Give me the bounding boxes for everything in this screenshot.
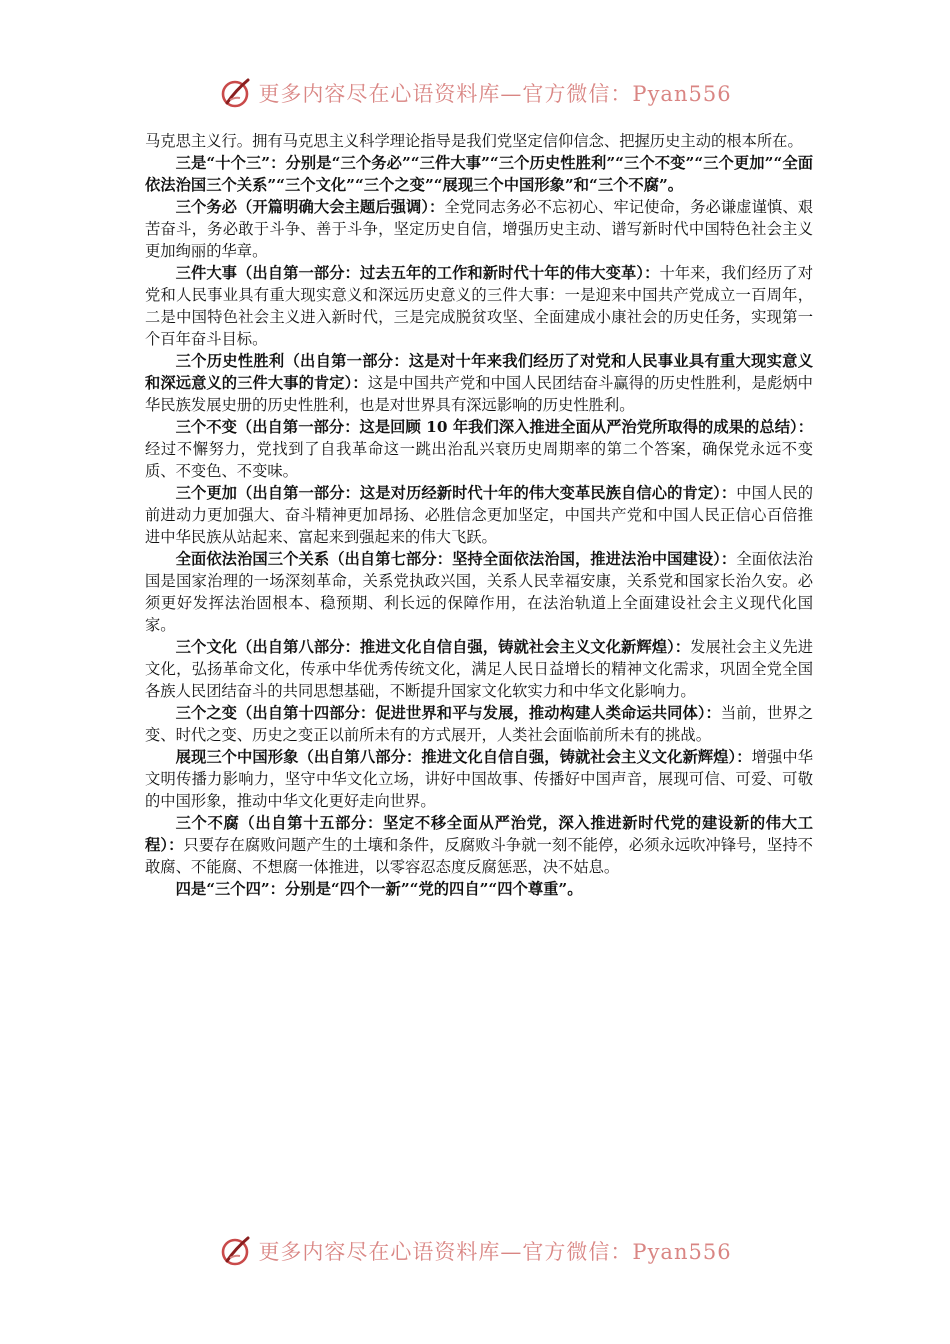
paragraph-12-head: 四是“三个四”：分别是“四个一新”“党的四自”“四个尊重”。 — [175, 880, 583, 898]
paragraph-3-head: 三件大事（出自第一部分：过去五年的工作和新时代十年的伟大变革）： — [175, 264, 660, 282]
header-watermark — [0, 68, 950, 118]
paragraph-6-head: 三个更加（出自第一部分：这是对历经新时代十年的伟大变革民族自信心的肯定）： — [175, 484, 737, 502]
paragraph-7-body: 全面依法治国是国家治理的一场深刻革命，关系党执政兴国，关系人民幸福安康，关系党和国家长治久安。必须更好发挥法治固根本、稳预期、利长远的保障作用，在法治轨道上全面建设社会主义现代化国家。 — [145, 550, 813, 634]
footer-watermark-text: 更多内容尽在心语资料库—官方微信：Pyan556 — [258, 1240, 732, 1264]
paragraph-12 — [145, 878, 813, 900]
paragraph-10 — [145, 746, 813, 812]
paragraph-9-body: 当前，世界之变、时代之变、历史之变正以前所未有的方式展开，人类社会面临前所未有的挑战。 — [145, 704, 813, 744]
header-watermark-text: 更多内容尽在心语资料库—官方微信：Pyan556 — [258, 82, 732, 106]
paragraph-5 — [145, 416, 813, 482]
brush-logo-icon — [218, 76, 252, 110]
paragraph-9-head: 三个之变（出自第十四部分：促进世界和平与发展，推动构建人类命运共同体）： — [175, 704, 721, 722]
paragraph-5-head: 三个不变（出自第一部分：这是回顾 10 年我们深入推进全面从严治党所取得的成果的总结）： — [175, 418, 813, 436]
paragraph-4 — [145, 350, 813, 416]
paragraph-8-body: 发展社会主义先进文化，弘扬革命文化，传承中华优秀传统文化，满足人民日益增长的精神文化需求，巩固全党全国各族人民团结奋斗的共同思想基础，不断提升国家文化软实力和中华文化影响力。 — [145, 638, 813, 700]
paragraph-2-head: 三个务必（开篇明确大会主题后强调）： — [175, 198, 445, 216]
paragraph-3-body: 十年来，我们经历了对党和人民事业具有重大现实意义和深远历史意义的三件大事：一是迎来中国共产党成立一百周年，二是中国特色社会主义进入新时代，三是完成脱贫攻坚、全面建成小康社会的历史任务，实现第一个百年奋斗目标。 — [145, 264, 813, 348]
paragraph-5-body: 经过不懈努力，党找到了自我革命这一跳出治乱兴衰历史周期率的第二个答案，确保党永远不变质、不变色、不变味。 — [145, 440, 813, 480]
paragraph-0-body: 马克思主义行。拥有马克思主义科学理论指导是我们党坚定信仰信念、把握历史主动的根本所在。 — [145, 132, 803, 150]
paragraph-11 — [145, 812, 813, 878]
paragraph-11-body: 只要存在腐败问题产生的土壤和条件，反腐败斗争就一刻不能停，必须永远吹冲锋号，坚持不敢腐、不能腐、不想腐一体推进，以零容忍态度反腐惩恶，决不姑息。 — [145, 836, 813, 876]
paragraph-6 — [145, 482, 813, 548]
paragraph-0 — [145, 130, 813, 152]
paragraph-1 — [145, 152, 813, 196]
paragraph-10-head: 展现三个中国形象（出自第八部分：推进文化自信自强，铸就社会主义文化新辉煌）： — [175, 748, 752, 766]
document-body — [145, 130, 813, 900]
paragraph-7-head: 全面依法治国三个关系（出自第七部分：坚持全面依法治国，推进法治中国建设）： — [175, 550, 737, 568]
paragraph-10-body: 增强中华文明传播力影响力，坚守中华文化立场，讲好中国故事、传播好中国声音，展现可信、可爱、可敬的中国形象，推动中华文化更好走向世界。 — [145, 748, 813, 810]
paragraph-3 — [145, 262, 813, 350]
paragraph-2-body: 全党同志务必不忘初心、牢记使命，务必谦虚谨慎、艰苦奋斗，务必敢于斗争、善于斗争，坚定历史自信，增强历史主动、谱写新时代中国特色社会主义更加绚丽的华章。 — [145, 198, 813, 260]
paragraph-2 — [145, 196, 813, 262]
paragraph-1-head: 三是“十个三”：分别是“三个务必”“三件大事”“三个历史性胜利”“三个不变”“三个更加”“全面依法治国三个关系”“三个文化”“三个之变”“展现三个中国形象”和“三个不腐”。 — [145, 154, 813, 194]
paragraph-6-body: 中国人民的前进动力更加强大、奋斗精神更加昂扬、必胜信念更加坚定，中国共产党和中国人民正信心百倍推进中华民族从站起来、富起来到强起来的伟大飞跃。 — [145, 484, 813, 546]
paragraph-8-head: 三个文化（出自第八部分：推进文化自信自强，铸就社会主义文化新辉煌）： — [175, 638, 691, 656]
paragraph-4-body: 这是中国共产党和中国人民团结奋斗赢得的历史性胜利，是彪炳中华民族发展史册的历史性胜利，也是对世界具有深远影响的历史性胜利。 — [145, 374, 813, 414]
footer-watermark — [0, 1226, 950, 1276]
brush-logo-icon — [218, 1234, 252, 1268]
paragraph-4-head: 三个历史性胜利（出自第一部分：这是对十年来我们经历了对党和人民事业具有重大现实意义和深远意义的三件大事的肯定）： — [145, 352, 813, 392]
paragraph-9 — [145, 702, 813, 746]
paragraph-7 — [145, 548, 813, 636]
paragraph-8 — [145, 636, 813, 702]
paragraph-11-head: 三个不腐（出自第十五部分：坚定不移全面从严治党，深入推进新时代党的建设新的伟大工程）： — [145, 814, 813, 854]
